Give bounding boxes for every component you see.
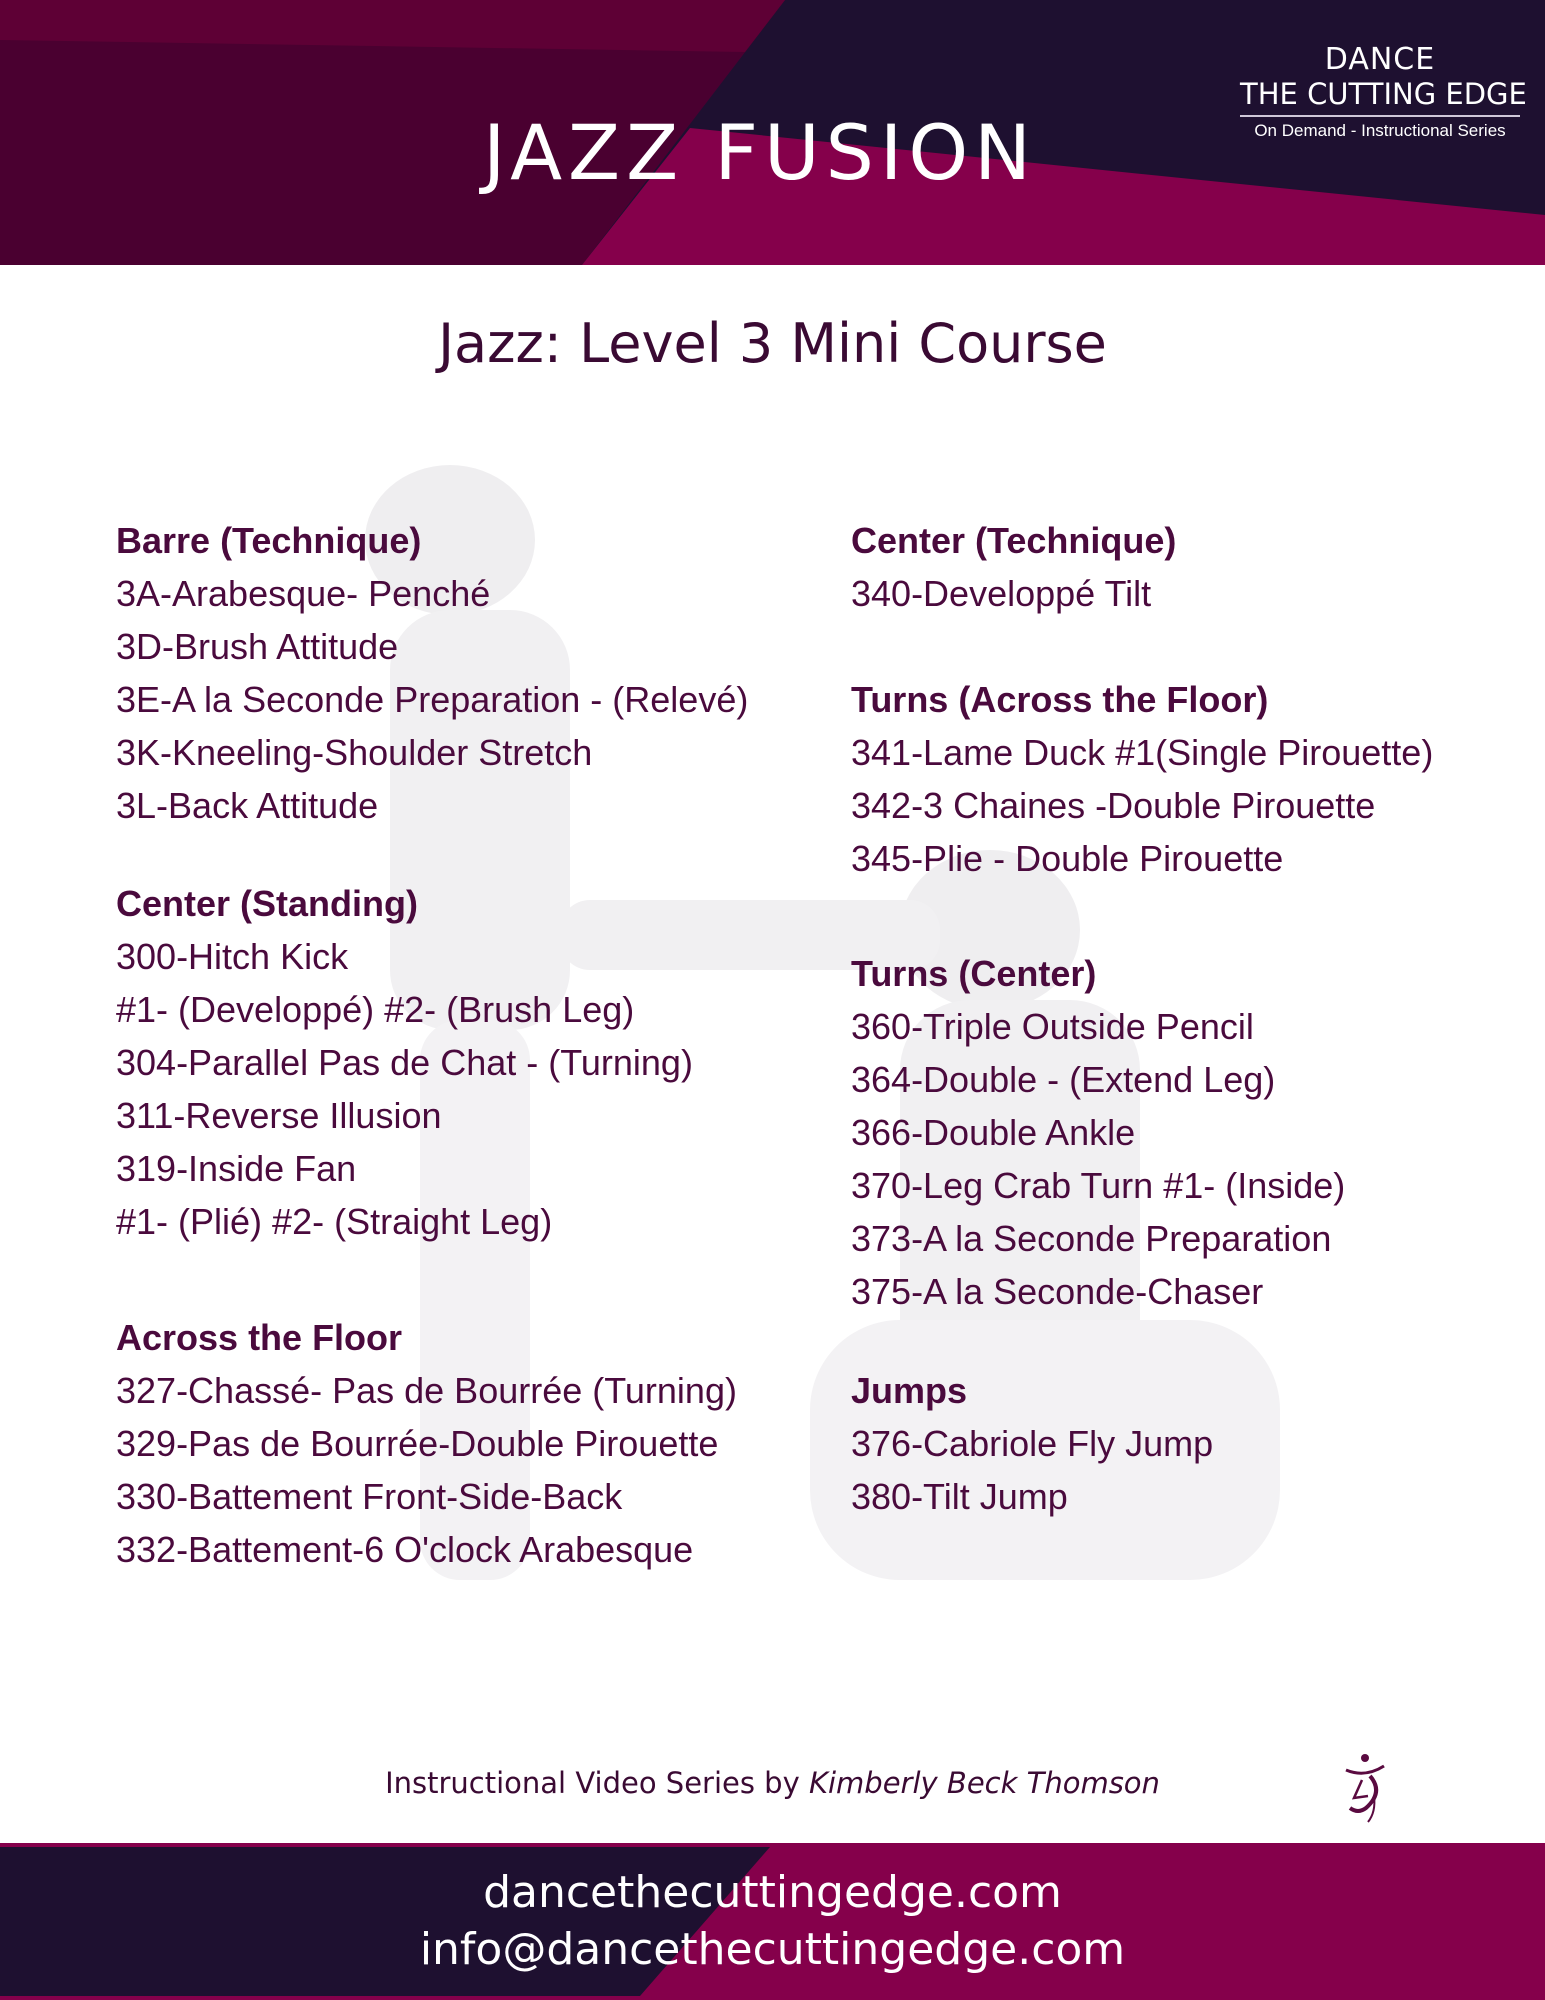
- section-jumps: [851, 1364, 1213, 1523]
- section-turns-center: [851, 947, 1345, 1318]
- section-across-the-floor: [116, 1311, 737, 1576]
- list-item: 311-Reverse Illusion: [116, 1095, 442, 1136]
- list-item: 319-Inside Fan: [116, 1148, 357, 1189]
- list-item: 3A-Arabesque- Penché: [116, 573, 491, 614]
- footer-email-link[interactable]: info@dancethecuttingedge.com: [419, 1924, 1126, 1975]
- section-heading: Jumps: [851, 1370, 968, 1411]
- brand-logo: [1240, 42, 1527, 141]
- page-title: JAZZ FUSION: [482, 108, 1038, 197]
- list-item: 304-Parallel Pas de Chat - (Turning): [116, 1042, 693, 1083]
- list-item: 3E-A la Seconde Preparation - (Relevé): [116, 679, 749, 720]
- section-heading: Across the Floor: [116, 1317, 403, 1358]
- footer-banner: [0, 1843, 1545, 2000]
- section-heading: Barre (Technique): [116, 520, 422, 561]
- credit-line: [0, 1766, 1545, 1800]
- logo-cutting-edge: THE CUTTING EDGE: [1240, 77, 1520, 117]
- list-item: 366-Double Ankle: [851, 1112, 1136, 1153]
- logo-dance: DANCE: [1324, 42, 1436, 77]
- list-item: 342-3 Chaines -Double Pirouette: [851, 785, 1376, 826]
- list-item: 380-Tilt Jump: [851, 1476, 1068, 1517]
- list-item: 3K-Kneeling-Shoulder Stretch: [116, 732, 593, 773]
- list-item: 373-A la Seconde Preparation: [851, 1218, 1332, 1259]
- section-heading: Center (Technique): [851, 520, 1177, 561]
- section-heading: Turns (Center): [851, 953, 1097, 994]
- list-item: 330-Battement Front-Side-Back: [116, 1476, 623, 1517]
- list-item: 332-Battement-6 O'clock Arabesque: [116, 1529, 694, 1570]
- section-heading: Center (Standing): [116, 883, 418, 924]
- list-item: 3D-Brush Attitude: [116, 626, 399, 667]
- list-item: 3L-Back Attitude: [116, 785, 379, 826]
- course-subtitle: Jazz: Level 3 Mini Course: [438, 312, 1107, 375]
- list-item: 340-Developpé Tilt: [851, 573, 1152, 614]
- credit-author: Kimberly Beck Thomson: [808, 1766, 1160, 1800]
- list-item: 376-Cabriole Fly Jump: [851, 1423, 1214, 1464]
- list-item: 341-Lame Duck #1(Single Pirouette): [851, 732, 1434, 773]
- list-item: #1- (Plié) #2- (Straight Leg): [116, 1201, 553, 1242]
- list-item: #1- (Developpé) #2- (Brush Leg): [116, 989, 635, 1030]
- section-turns-across-floor: [851, 673, 1433, 885]
- section-center-technique: [851, 514, 1176, 620]
- list-item: 370-Leg Crab Turn #1- (Inside): [851, 1165, 1346, 1206]
- header-banner: [0, 0, 1545, 265]
- section-heading: Turns (Across the Floor): [851, 679, 1269, 720]
- list-item: 300-Hitch Kick: [116, 936, 349, 977]
- section-barre-technique: [116, 514, 748, 832]
- list-item: 327-Chassé- Pas de Bourrée (Turning): [116, 1370, 737, 1411]
- list-item: 345-Plie - Double Pirouette: [851, 838, 1284, 879]
- footer-website-link[interactable]: dancethecuttingedge.com: [483, 1867, 1062, 1918]
- logo-tagline: On Demand - Instructional Series: [1254, 121, 1506, 140]
- section-center-standing: [116, 877, 693, 1248]
- credit-prefix: Instructional Video Series by: [385, 1766, 800, 1800]
- list-item: 364-Double - (Extend Leg): [851, 1059, 1276, 1100]
- dancer-logo-icon: [1340, 1752, 1390, 1824]
- list-item: 329-Pas de Bourrée-Double Pirouette: [116, 1423, 719, 1464]
- list-item: 360-Triple Outside Pencil: [851, 1006, 1254, 1047]
- list-item: 375-A la Seconde-Chaser: [851, 1271, 1264, 1312]
